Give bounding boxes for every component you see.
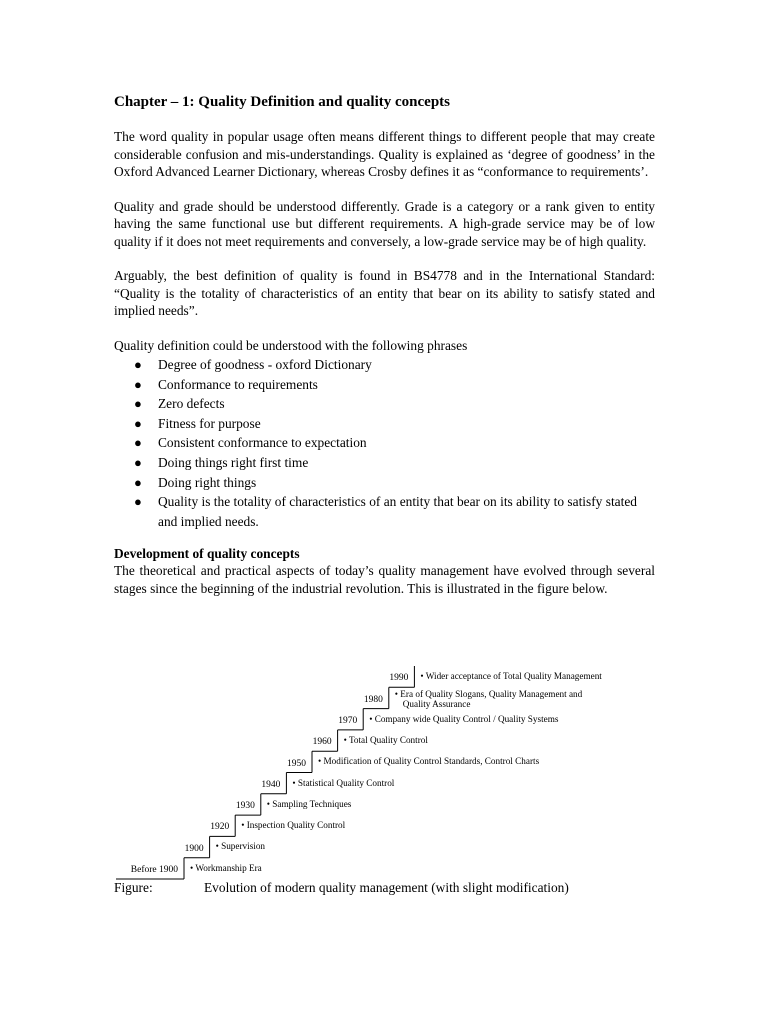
step-year: 1920 [210,822,230,833]
step-description [292,778,394,788]
list-item: ● Doing right things [158,473,655,493]
step-description-line: • Inspection Quality Control [241,820,346,831]
list-item: ● Zero defects [158,394,655,414]
bullet-icon: ● [134,494,142,510]
list-intro: Quality definition could be understood with the following phrases [114,337,468,353]
section-paragraph: The theoretical and practical aspects of today’s quality management have evolved through several stages since the beginning of the industrial revolution. This is illustrated in the figure below. [114,563,655,596]
list-item: ● Fitness for purpose [158,414,655,434]
caption-label: Figure: [114,880,153,895]
step-year: 1960 [312,737,332,748]
step-description [420,671,601,681]
step-year: 1900 [184,843,204,854]
step-description [318,756,539,766]
caption-text: Evolution of modern quality management (with slight modification) [204,880,569,895]
step-description-line: Quality Assurance [402,699,471,710]
section-heading: Development of quality concepts [114,546,300,562]
step-description [369,714,558,724]
bullet-icon: ● [134,454,142,470]
step-description-line: • Statistical Quality Control [292,777,395,788]
step-description-line: • Wider acceptance of Total Quality Management [420,671,602,681]
bullet-icon: ● [134,376,142,392]
document-page [114,92,655,614]
chapter-title: Chapter – 1: Quality Definition and quality concepts [114,94,450,110]
bullet-icon: ● [134,396,142,412]
paragraph-3: Arguably, the best definition of quality is found in BS4778 and in the International Standard: “Quality is the totality of characteristics of an entity that bear on its ability to satisfy stated and implied needs”. [114,268,655,318]
paragraph-2: Quality and grade should be understood differently. Grade is a category or a rank given to entity having the same functional use but different requirements. A high-grade service may be of low quality if it does not meet requirements and conversely, a low-grade service may be of high quality. [114,198,655,249]
step-description [216,841,265,851]
step-description-line: • Supervision [215,841,266,852]
step-description [241,820,345,830]
step-year: 1940 [261,779,281,790]
step-description [267,799,352,809]
list-item: ● Consistent conformance to expectation [158,433,655,453]
figure-caption [114,879,569,897]
list-item: ● Doing things right first time [158,453,655,473]
list-item: ● Degree of goodness - oxford Dictionary [158,355,655,375]
list-item: ● Quality is the totality of characteristics of an entity that bear on its ability to satisfy stated and implied needs. [134,494,637,529]
step-description-line: • Modification of Quality Control Standards, Control Charts [318,756,540,767]
step-year: 1990 [389,673,409,684]
step-description [395,689,582,709]
step-description-line: • Company wide Quality Control / Quality Systems [369,713,559,724]
definition-list [114,355,655,531]
step-description-line: • Era of Quality Slogans, Quality Management and [394,689,583,700]
step-year: 1970 [338,715,358,726]
step-year: 1930 [235,801,255,812]
paragraph-1: The word quality in popular usage often means different things to different people that may create considerable confusion and mis-understandings. Quality is explained as ‘degree of goodness’ in the Oxford Advanced Learner Dictionary, whereas Crosby defines it as “conformance to requirements’. [114,129,655,179]
bullet-icon: ● [134,435,142,451]
bullet-icon: ● [134,474,142,490]
bullet-icon: ● [134,357,142,372]
step-year: 1980 [363,694,383,705]
step-year: Before 1900 [130,865,178,875]
bullet-icon: ● [134,415,142,431]
step-description [344,735,428,745]
step-description-line: • Total Quality Control [343,734,428,745]
step-description [190,863,262,873]
step-description-line: • Sampling Techniques [266,798,352,809]
list-item: ● Conformance to requirements [158,375,655,395]
step-description-line: • Workmanship Era [190,862,262,873]
step-year: 1950 [287,758,306,769]
